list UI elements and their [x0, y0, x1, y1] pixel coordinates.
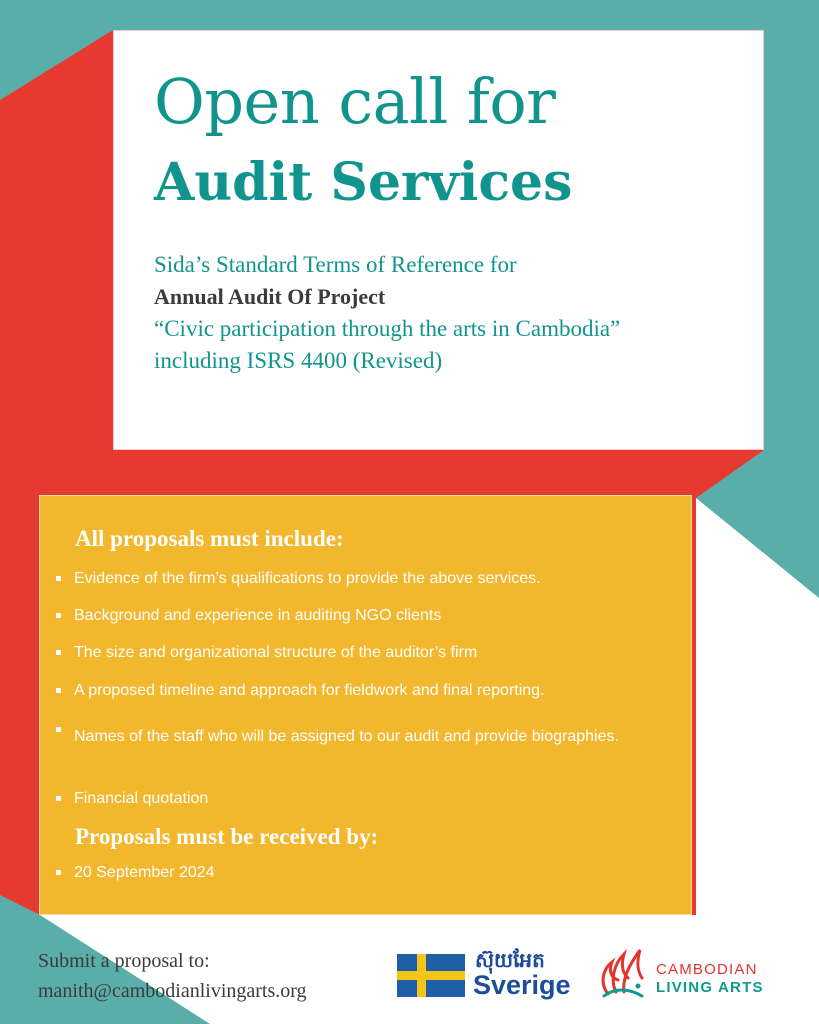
requirement-text: The size and organizational structure of the auditor’s firm: [74, 644, 478, 661]
requirement-item: [56, 642, 676, 664]
sverige-logo: [397, 948, 571, 1002]
bullet-icon: [56, 613, 61, 618]
bullet-icon: [56, 688, 61, 693]
bullet-icon: [56, 870, 61, 875]
requirement-item: [56, 568, 676, 590]
requirement-text: Financial quotation: [74, 790, 209, 807]
flag-cross-horizontal: [397, 971, 465, 980]
title-card: [113, 30, 764, 450]
bullet-icon: [56, 796, 61, 801]
cla-wordmark-line-2: LIVING ARTS: [656, 979, 764, 996]
requirement-text: Background and experience in auditing NGO clients: [74, 607, 442, 624]
swedish-flag-icon: [397, 954, 465, 997]
subtitle-line: Sida’s Standard Terms of Reference for: [154, 252, 517, 277]
requirement-item: [56, 605, 676, 627]
requirement-item: [56, 680, 676, 702]
cla-wordmark-line-1: CAMBODIAN: [656, 961, 758, 978]
cambodian-living-arts-logo: [598, 944, 798, 1004]
requirement-item: [56, 725, 656, 749]
title-line-2: Audit Services: [154, 152, 573, 213]
subtitle-line: “Civic participation through the arts in Cambodia”: [154, 316, 621, 341]
naga-flame-icon: [598, 944, 648, 1000]
deadline-heading: Proposals must be received by:: [75, 824, 379, 849]
requirements-card: [39, 495, 692, 915]
subtitle-block: [154, 249, 754, 377]
submission-info: [38, 946, 307, 1006]
project-title: Annual Audit Of Project: [154, 284, 386, 309]
requirement-text: A proposed timeline and approach for fieldwork and final reporting.: [74, 682, 545, 699]
requirement-text: Evidence of the firm’s qualifications to provide the above services.: [74, 570, 541, 587]
subtitle-line: including ISRS 4400 (Revised): [154, 348, 443, 373]
title-line-1: Open call for: [154, 65, 556, 138]
deadline-item: [56, 862, 676, 884]
submit-label: Submit a proposal to:: [38, 950, 210, 972]
bullet-icon: [56, 576, 61, 581]
requirement-text: Names of the staff who will be assigned to our audit and provide biographies.: [74, 728, 619, 745]
naga-dot: [636, 984, 641, 989]
submit-email[interactable]: manith@cambodianlivingarts.org: [38, 980, 307, 1002]
bullet-icon: [56, 727, 61, 732]
sverige-khmer-label: ស៊ុយអែត: [475, 948, 545, 972]
requirement-item: [56, 788, 676, 810]
deadline-date: 20 September 2024: [74, 864, 215, 881]
requirements-heading: All proposals must include:: [75, 526, 344, 551]
sverige-wordmark: Sverige: [473, 970, 571, 1000]
bullet-icon: [56, 650, 61, 655]
